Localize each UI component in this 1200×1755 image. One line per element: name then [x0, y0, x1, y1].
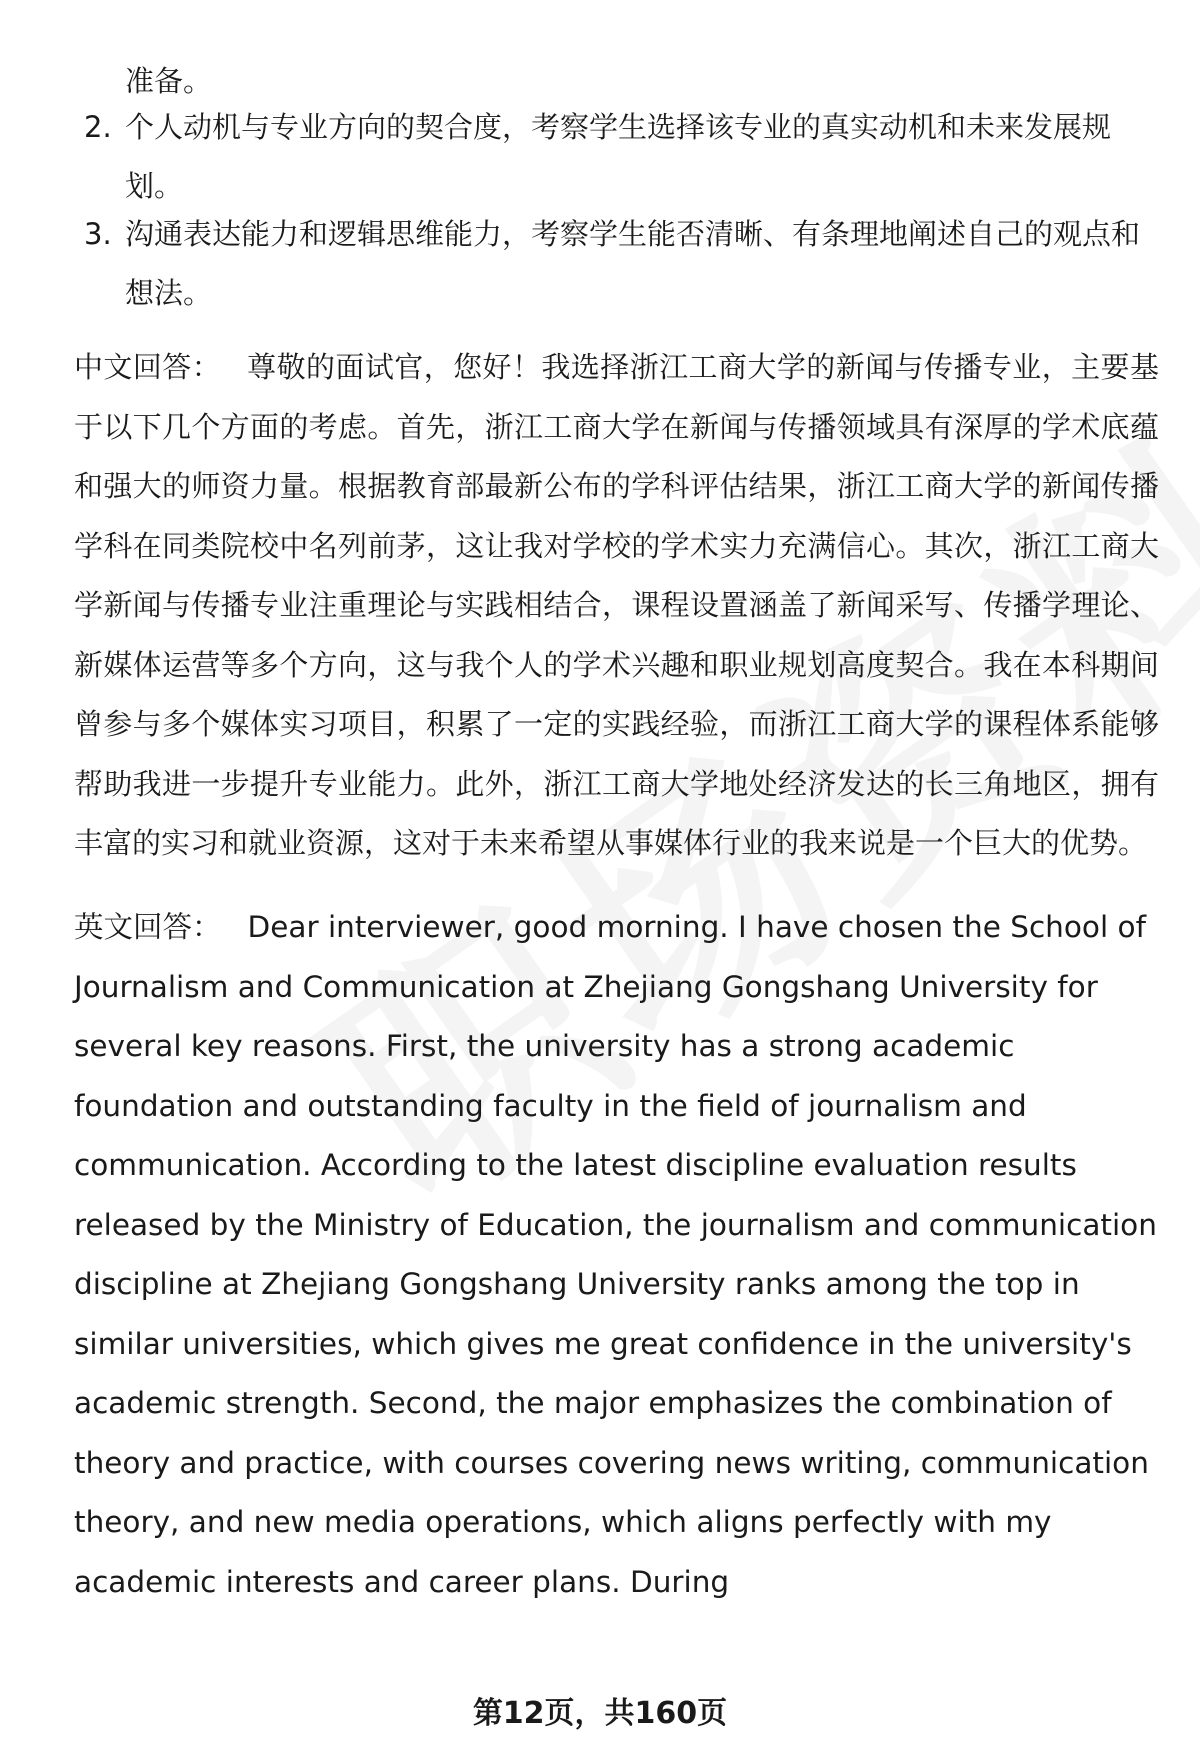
chinese-answer-label: 中文回答： [74, 350, 222, 384]
english-answer-paragraph [74, 898, 1159, 1612]
chinese-answer-text: 尊敬的面试官，您好！我选择浙江工商大学的新闻与传播专业，主要基于以下几个方面的考虑。首先，浙江工商大学在新闻与传播领域具有深厚的学术底蕴和强大的师资力量。根据教育部最新公布的学科评估结果，浙江工商大学的新闻传播学科在同类院校中名列前茅，这让我对学校的学术实力充满信心。其次，浙江工商大学新闻与传播专业注重理论与实践相结合，课程设置涵盖了新闻采写、传播学理论、新媒体运营等多个方向，这与我个人的学术兴趣和职业规划高度契合。我在本科期间曾参与多个媒体实习项目，积累了一定的实践经验，而浙江工商大学的课程体系能够帮助我进一步提升专业能力。此外，浙江工商大学地处经济发达的长三角地区，拥有丰富的实习和就业资源，这对于未来希望从事媒体行业的我来说是一个巨大的优势。 [74, 350, 1159, 860]
chinese-answer-paragraph [74, 338, 1159, 874]
list-item-text: 沟通表达能力和逻辑思维能力，考察学生能否清晰、有条理地阐述自己的观点和想法。 [125, 217, 1141, 310]
list-item-text: 个人动机与专业方向的契合度，考察学生选择该专业的真实动机和未来发展规划。 [125, 110, 1112, 203]
english-answer-text: Dear interviewer, good morning. I have chosen the School of Journalism and Communication at Zhejiang Gongshang University for several key reasons. First, the university has a strong academic foundation and outstanding faculty in the field of journalism and communication. According to the latest discipline evaluation results released by the Ministry of Education, the journalism and communication discipline at Zhejiang Gongshang University ranks among the top in similar universities, which gives me great confidence in the university's academic strength. Second, the major emphasizes the combination of theory and practice, with courses covering news writing, communication theory, and new media operations, which aligns perfectly with my academic interests and career plans. During [74, 910, 1157, 1599]
english-answer-label: 英文回答： [74, 910, 222, 944]
page-number-footer: 第12页，共160页 [472, 1696, 728, 1731]
list-item-number: 2. [84, 110, 112, 144]
list-continuation: 准备。 [125, 64, 213, 98]
list-item-number: 3. [84, 217, 112, 251]
